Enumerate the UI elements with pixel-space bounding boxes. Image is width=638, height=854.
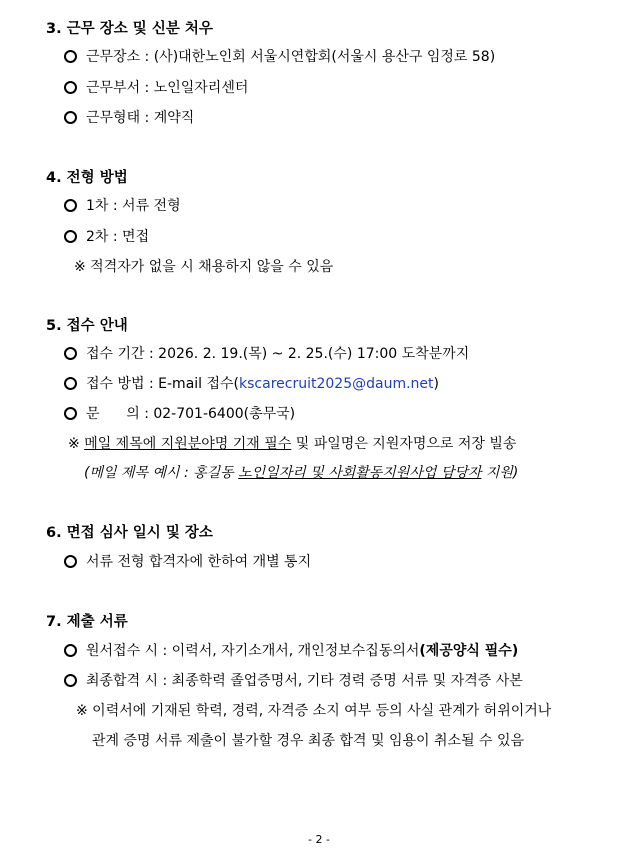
email-link[interactable]: kscarecruit2025@daum.net (239, 376, 434, 392)
list-item (64, 343, 469, 363)
circle-bullet-icon (64, 50, 77, 63)
circle-bullet-icon (64, 230, 77, 243)
method-prefix: 접수 방법 : E-mail 접수( (86, 376, 240, 392)
section-heading-3: 3. 근무 장소 및 신분 처우 (46, 21, 213, 37)
section-heading-5: 5. 접수 안내 (46, 318, 128, 334)
list-item (64, 640, 518, 660)
circle-bullet-icon (64, 111, 77, 124)
example-prefix: (메일 제목 예시 : 홍길동 (84, 465, 239, 481)
mail-title-example (84, 462, 518, 482)
documents-required: (제공양식 필수) (419, 643, 519, 659)
second-stage: 2차 : 면접 (86, 229, 150, 245)
first-stage: 1차 : 서류 전형 (86, 198, 181, 214)
note-underlined: 메일 제목에 지원분야명 기재 필수 (84, 436, 292, 452)
application-period: 접수 기간 : 2026. 2. 19.(목) ~ 2. 25.(수) 17:00 도착분까지 (86, 346, 470, 362)
section-heading-6: 6. 면접 심사 일시 및 장소 (46, 525, 213, 541)
circle-bullet-icon (64, 347, 77, 360)
falsification-note-line1: ※ 이력서에 기재된 학력, 경력, 자격증 소지 여부 등의 사실 관계가 허위이거나 (76, 703, 552, 719)
note-rest: 및 파일명은 지원자명으로 저장 빌송 (291, 436, 517, 452)
circle-bullet-icon (64, 407, 77, 420)
page-number: - 2 - (308, 833, 330, 846)
example-underlined: 노인일자리 및 사회활동지원사업 담당자 (238, 465, 482, 481)
section-heading-7: 7. 제출 서류 (46, 614, 128, 630)
selection-note: ※ 적격자가 없을 시 채용하지 않을 수 있음 (74, 259, 334, 275)
list-item (64, 46, 495, 66)
circle-bullet-icon (64, 81, 77, 94)
contact-info: 문 의 : 02-701-6400(총무국) (86, 406, 296, 422)
list-item (64, 551, 311, 571)
circle-bullet-icon (64, 674, 77, 687)
list-item (64, 670, 523, 690)
list-item (64, 373, 439, 393)
application-documents (86, 640, 518, 660)
application-note (68, 433, 516, 453)
interview-notice: 서류 전형 합격자에 한하여 개별 통지 (86, 554, 312, 570)
documents-text: 원서접수 시 : 이력서, 자기소개서, 개인정보수집동의서 (86, 643, 420, 659)
method-suffix: ) (433, 376, 439, 392)
work-location: 근무장소 : (사)대한노인회 서울시연합회(서울시 용산구 임정로 58) (86, 49, 496, 65)
work-department: 근무부서 : 노인일자리센터 (86, 80, 249, 96)
circle-bullet-icon (64, 555, 77, 568)
circle-bullet-icon (64, 644, 77, 657)
list-item (64, 226, 149, 246)
circle-bullet-icon (64, 199, 77, 212)
list-item (64, 107, 194, 127)
circle-bullet-icon (64, 377, 77, 390)
final-documents: 최종합격 시 : 최종학력 졸업증명서, 기타 경력 증명 서류 및 자격증 사본 (86, 673, 523, 689)
work-type: 근무형태 : 계약직 (86, 110, 195, 126)
section-heading-4: 4. 전형 방법 (46, 170, 128, 186)
list-item (64, 195, 181, 215)
application-method (86, 373, 439, 393)
list-item (64, 77, 248, 97)
note-mark: ※ (68, 436, 85, 452)
list-item (64, 403, 295, 423)
falsification-note-line2: 관계 증명 서류 제출이 불가할 경우 최종 합격 및 임용이 취소될 수 있음 (92, 733, 525, 749)
example-suffix: 지원) (481, 465, 519, 481)
